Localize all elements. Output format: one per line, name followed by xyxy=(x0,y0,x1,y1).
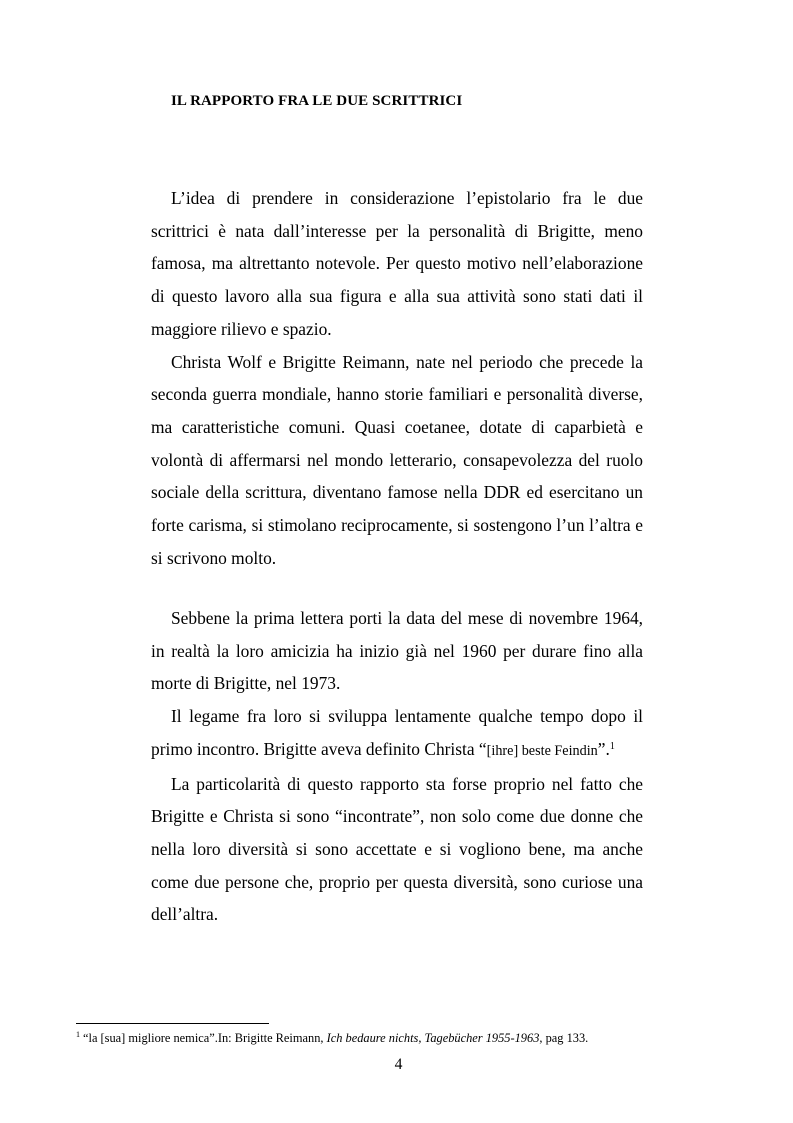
footnote-text: “la [sua] migliore nemica”.In: Brigitte Reimann, xyxy=(83,1031,327,1045)
footnote-number: 1 xyxy=(76,1030,80,1039)
body-block-friendship xyxy=(151,602,643,931)
paragraph-5: La particolarità di questo rapporto sta forse proprio nel fatto che Brigitte e Christa si sono “incontrate”, non solo come due donne che nella loro diversità si sono accettate e si vogliono bene, ma anche come due persone che, proprio per questa diversità, sono curiose una dell’altra. xyxy=(151,773,643,925)
paragraph-4 xyxy=(151,700,643,767)
quote-close: ”. xyxy=(597,738,610,759)
paragraph-3: Sebbene la prima lettera porti la data del mese di novembre 1964, in realtà la loro amicizia ha inizio già nel 1960 per durare fino alla morte di Brigitte, nel 1973. xyxy=(151,608,643,694)
footnote-separator xyxy=(76,1023,269,1024)
footnote-reference[interactable]: 1 xyxy=(609,740,615,752)
page-number: 4 xyxy=(394,1056,403,1073)
body-block-intro xyxy=(151,182,643,574)
section-heading: IL RAPPORTO FRA LE DUE SCRITTRICI xyxy=(171,93,463,109)
footnote-book-title: Ich bedaure nichts, Tagebücher 1955-1963 xyxy=(326,1031,540,1045)
footnote xyxy=(76,1030,716,1046)
paragraph-4-text: Il legame fra loro si sviluppa lentamente qualche tempo dopo il primo incontro. Brigitte aveva definito Christa “ xyxy=(151,706,643,759)
paragraph-2: Christa Wolf e Brigitte Reimann, nate nel periodo che precede la seconda guerra mondiale, hanno storie familiari e personalità diverse, ma caratteristiche comuni. Quasi coetanee, dotate di caparbietà e volontà di affermarsi nel mondo letterario, consapevolezza del ruolo sociale della scrittura, diventano famose nella DDR ed esercitano un forte carisma, si stimolano reciprocamente, si sostengono l’un l’altra e si scrivono molto. xyxy=(151,351,643,568)
footnote-page-ref: , pag 133. xyxy=(539,1031,589,1045)
german-quote: [ihre] beste Feindin xyxy=(486,742,598,759)
paragraph-1: L’idea di prendere in considerazione l’epistolario fra le due scrittrici è nata dall’interesse per la personalità di Brigitte, meno famosa, ma altrettanto notevole. Per questo motivo nell’elaborazione di questo lavoro alla sua figura e alla sua attività sono stati dati il maggiore rilievo e spazio. xyxy=(151,188,643,339)
